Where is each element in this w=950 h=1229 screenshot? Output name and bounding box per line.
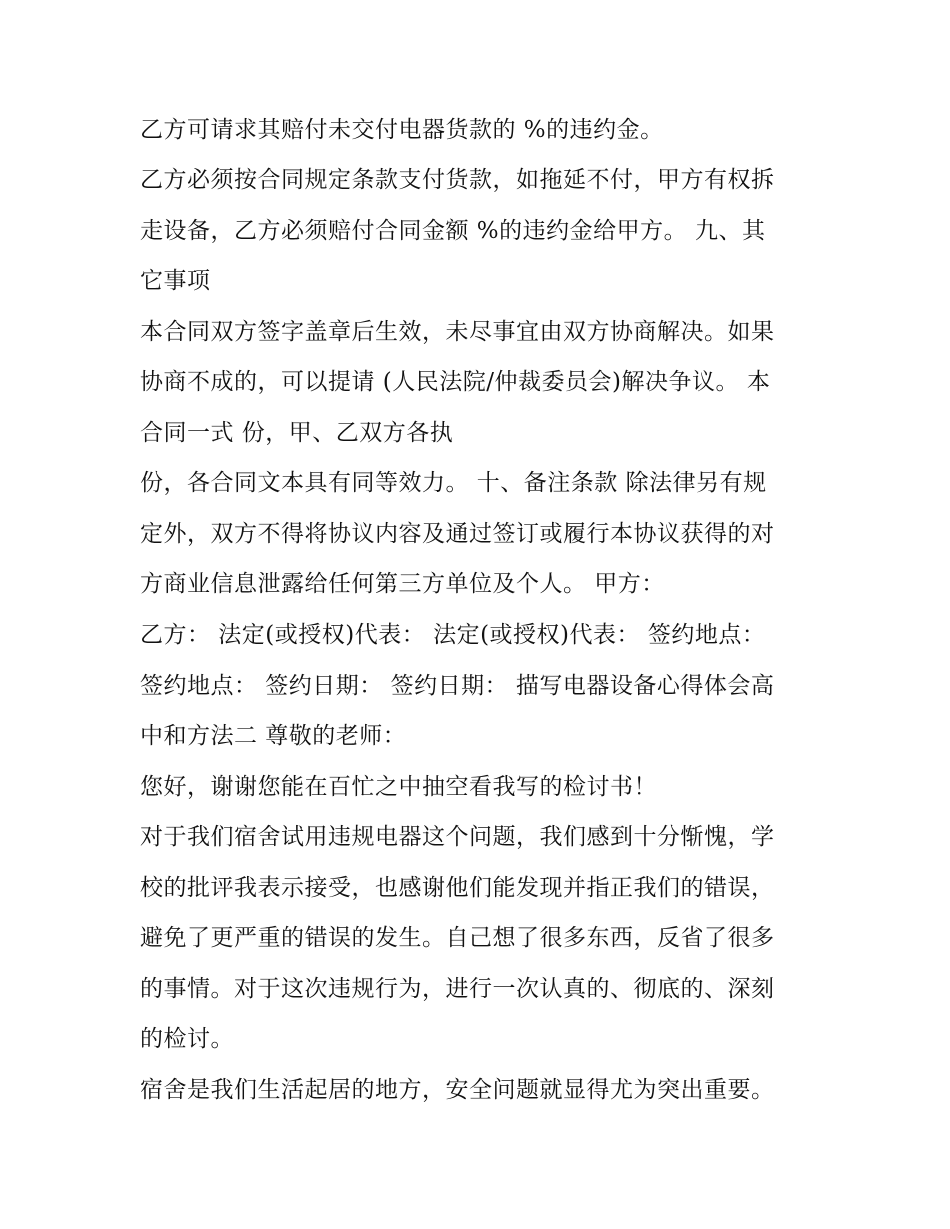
text-line: 签约地点： 签约日期： 签约日期： 描写电器设备心得体会高 [140,673,775,699]
text-line: 走设备，乙方必须赔付合同金额 %的违约金给甲方。 九、其 [140,218,766,244]
text-line: 乙方可请求其赔付未交付电器货款的 %的违约金。 [140,117,664,143]
text-line: 合同一式 份，甲、乙双方各执 [140,420,454,446]
text-line: 份，各合同文本具有同等效力。 十、备注条款 除法律另有规 [140,470,767,496]
text-line: 您好，谢谢您能在百忙之中抽空看我写的检讨书！ [140,774,657,800]
text-line: 避免了更严重的错误的发生。自己想了很多东西，反省了很多 [140,925,775,951]
text-line: 的事情。对于这次违规行为，进行一次认真的、彻底的、深刻 [140,976,775,1002]
text-line: 协商不成的，可以提请 (人民法院/仲裁委员会)解决争议。 本 [140,369,771,395]
text-line: 方商业信息泄露给任何第三方单位及个人。 甲方： [140,571,665,597]
text-line: 的检讨。 [140,1026,234,1052]
text-line: 乙方： 法定(或授权)代表： 法定(或授权)代表： 签约地点： [140,622,766,648]
text-line: 乙方必须按合同规定条款支付货款，如拖延不付，甲方有权拆 [140,167,775,193]
text-line: 宿舍是我们生活起居的地方，安全问题就显得尤为突出重要。 [140,1077,775,1103]
text-line: 校的批评我表示接受，也感谢他们能发现并指正我们的错误， [140,875,775,901]
text-line: 定外，双方不得将协议内容及通过签订或履行本协议获得的对 [140,521,775,547]
text-line: 本合同双方签字盖章后生效，未尽事宜由双方协商解决。如果 [140,319,775,345]
text-line: 对于我们宿舍试用违规电器这个问题，我们感到十分惭愧，学 [140,824,775,850]
text-line: 它事项 [140,268,211,294]
text-line: 中和方法二 尊敬的老师： [140,723,407,749]
